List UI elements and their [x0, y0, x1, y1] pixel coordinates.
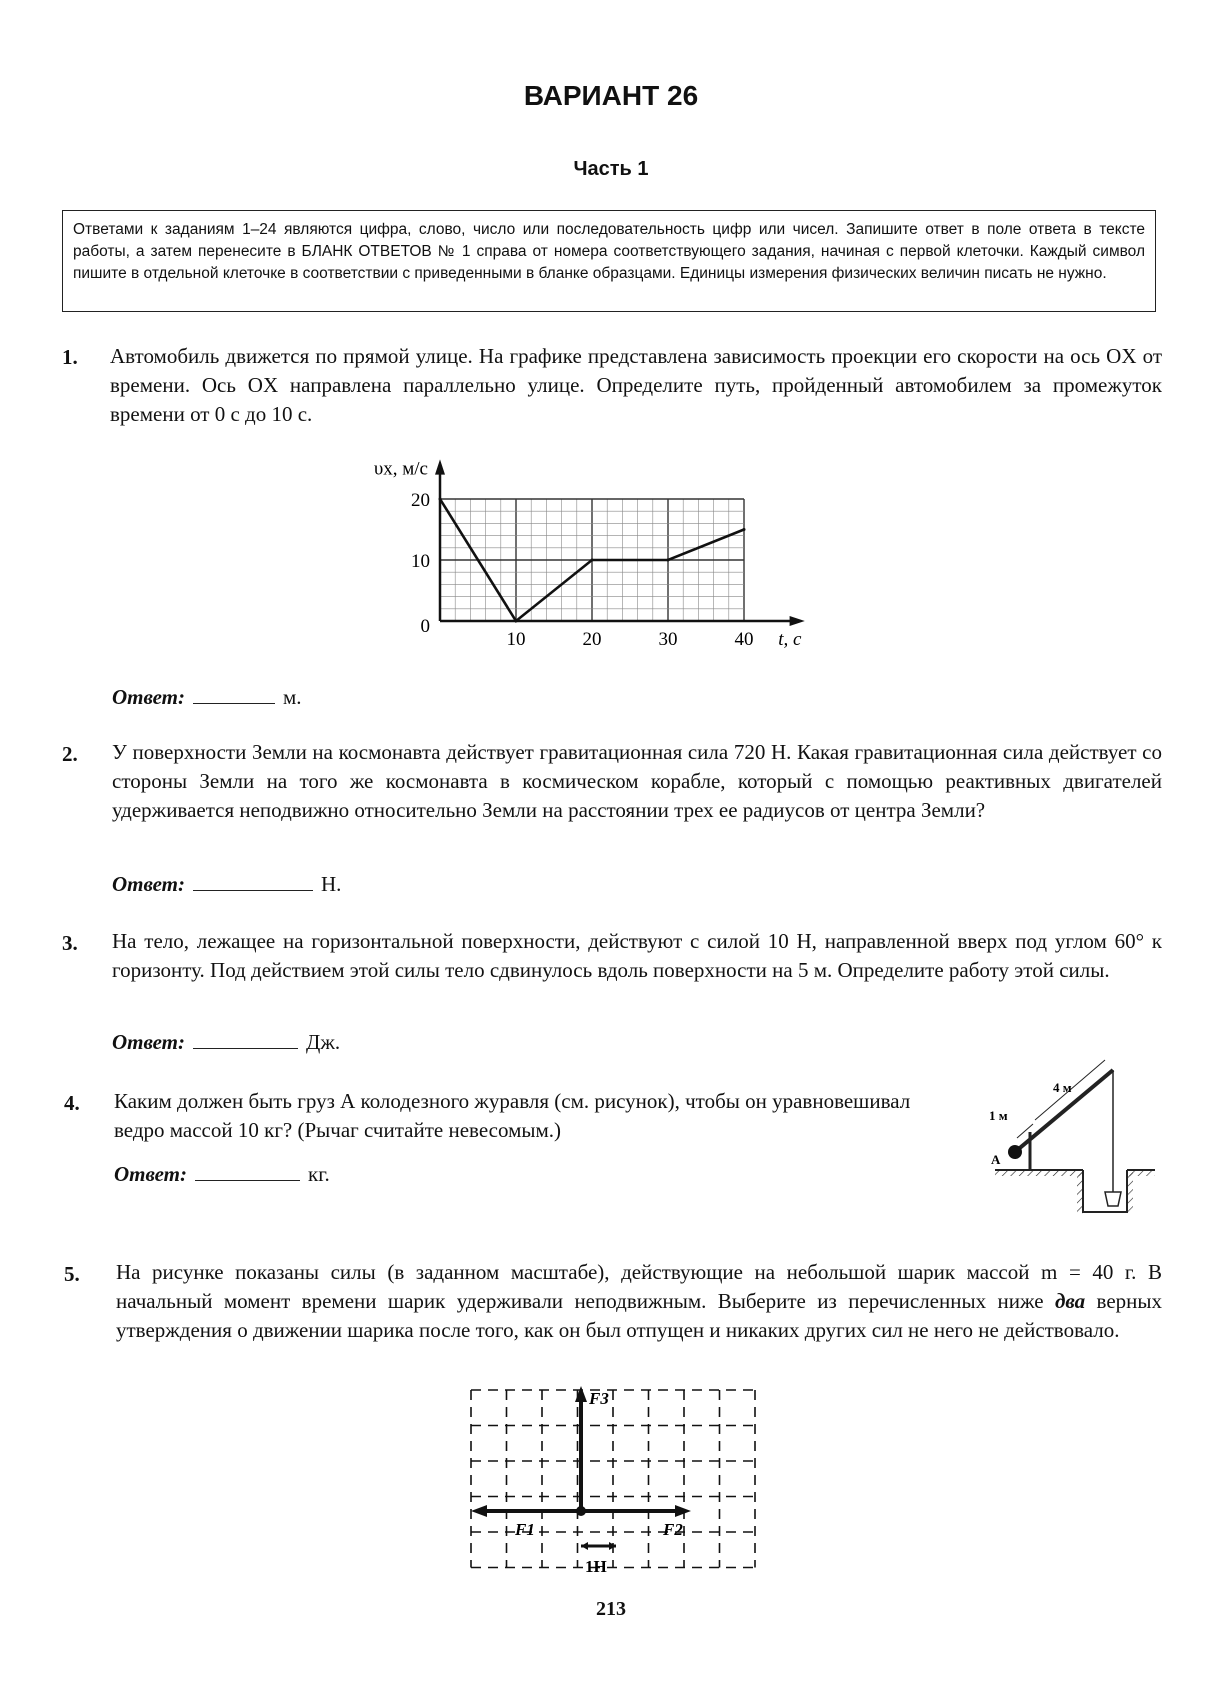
label-f1: F1 — [515, 1520, 535, 1539]
label-weight-a: А — [991, 1152, 1001, 1167]
answer-unit: м. — [283, 685, 302, 709]
scale-bar-head-left — [581, 1542, 588, 1550]
task-5-text — [116, 1258, 1162, 1345]
weight-a — [1008, 1145, 1022, 1159]
part-heading: Часть 1 — [573, 158, 649, 180]
task-1-text: Автомобиль движется по прямой улице. На графике представлена зависимость проекции его скорости на ось OX от времени. Ось OX направлена параллельно улице. Определите путь, пройденный автомобилем за промежуток времени от 0 с до 10 с. — [110, 344, 1162, 426]
answer-label: Ответ: — [114, 1162, 187, 1186]
x-tick-label: 10 — [506, 629, 526, 650]
task-5-number: 5. — [64, 1262, 80, 1286]
task-3-text: На тело, лежащее на горизонтальной поверхности, действуют с силой 10 Н, направленной вверх под углом 60° к горизонту. Под действием этой силы тело сдвинулось вдоль поверхности на 5 м. Определите работу этой силы. — [112, 929, 1162, 982]
label-long-arm: 4 м — [1053, 1080, 1072, 1095]
well-wall-left — [1077, 1170, 1083, 1214]
answer-field[interactable] — [193, 1032, 298, 1049]
velocity-data-point — [515, 620, 518, 623]
x-axis-arrow — [790, 616, 805, 626]
task-3-number: 3. — [62, 931, 78, 955]
task-2-text: У поверхности Земли на космонавта действует гравитационная сила 720 Н. Какая гравитационная сила действует со стороны Земли на того же космонавта в космическом корабле, который с помощью реактивных двигателей удерживается неподвижно относительно Земли на расстоянии трех ее радиусов от центра Земли? — [112, 740, 1162, 822]
task-4-number: 4. — [64, 1091, 80, 1115]
answer-label: Ответ: — [112, 685, 185, 709]
velocity-chart — [373, 455, 860, 665]
x-tick-label: 30 — [658, 629, 678, 650]
answer-field[interactable] — [193, 687, 275, 704]
y-axis-arrow — [435, 459, 445, 474]
task-1-number: 1. — [62, 345, 78, 369]
task-2-number: 2. — [62, 742, 78, 766]
y-tick-label: 20 — [411, 490, 430, 511]
velocity-data-point — [743, 528, 746, 531]
answer-label: Ответ: — [112, 1030, 185, 1054]
task-4-text: Каким должен быть груз А колодезного журавля (см. рисунок), чтобы он уравновешивал ведро массой 10 кг? (Рычаг считайте невесомым.) — [114, 1089, 911, 1142]
y-tick-label: 0 — [420, 616, 430, 637]
task-5-text-start: На рисунке показаны силы (в заданном масштабе), действующие на небольшой шарик массой m = 40 г. В начальный момент времени шарик удерживали неподвижным. Выберите из перечисленных ниже — [116, 1260, 1162, 1313]
velocity-data-point — [439, 498, 442, 501]
instructions-box: Ответами к заданиям 1–24 являются цифра, слово, число или последовательность цифр или чисел. Запишите ответ в поле ответа в тексте работы, а затем перенесите в БЛАНК ОТВЕТОВ № 1 справа от номера соответствующего задания, начиная с первой клеточки. Каждый символ пишите в отдельной клеточке в соответствии с приведенными в бланке образцами. Единицы измерения физических величин писать не нужно. — [62, 210, 1156, 312]
x-tick-label: 20 — [582, 629, 602, 650]
force-f1-head — [471, 1505, 487, 1517]
task-3-answer — [112, 1030, 340, 1055]
task-4-answer — [114, 1162, 330, 1187]
velocity-data-point — [591, 559, 594, 562]
y-axis-label: υx, м/с — [373, 458, 428, 480]
task-1-answer — [112, 685, 302, 710]
answer-field[interactable] — [193, 874, 313, 891]
label-scale: 1Н — [585, 1557, 607, 1576]
ball — [576, 1506, 586, 1516]
well-wall-right — [1127, 1170, 1133, 1214]
page-title: ВАРИАНТ 26 — [523, 80, 699, 111]
y-tick-label: 10 — [411, 551, 430, 572]
well-shaft — [1083, 1170, 1127, 1212]
label-short-arm: 1 м — [989, 1108, 1008, 1123]
task-5-text-emphasis: два — [1054, 1289, 1086, 1313]
answer-unit: Дж. — [306, 1030, 341, 1054]
task-2-answer — [112, 872, 341, 897]
forces-figure — [455, 1382, 775, 1592]
x-tick-label: 40 — [734, 629, 754, 650]
label-f3: F3 — [589, 1389, 609, 1408]
x-axis-label: t, с — [778, 629, 802, 650]
well-crane-figure — [985, 1040, 1165, 1215]
bucket — [1105, 1192, 1121, 1206]
answer-label: Ответ: — [112, 872, 185, 896]
velocity-data-point — [667, 559, 670, 562]
answer-unit: Н. — [321, 872, 342, 896]
answer-unit: кг. — [308, 1162, 330, 1186]
label-f2: F2 — [663, 1520, 683, 1539]
force-f2-head — [675, 1505, 691, 1517]
answer-field[interactable] — [195, 1164, 300, 1181]
task-5-text-end: верных утверждения о движении шарика после того, как он был отпущен и никаких других сил не него не действовало. — [116, 1289, 1162, 1342]
page-number: 213 — [596, 1598, 626, 1620]
